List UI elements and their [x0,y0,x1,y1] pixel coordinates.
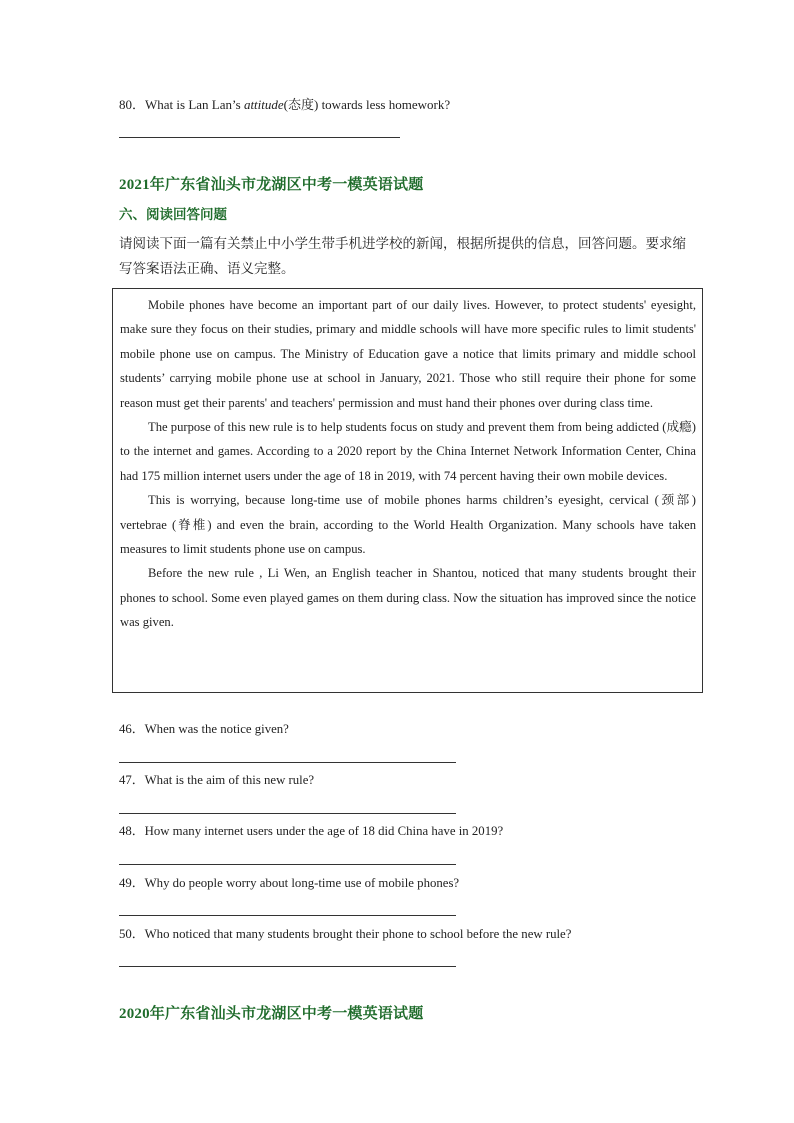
question-text: What is Lan Lan’s [145,97,244,112]
question-49: 49．Why do people worry about long-time use of mobile phones? [119,876,460,890]
section-title-2020: 2020年广东省汕头市龙湖区中考一模英语试题 [119,1006,424,1022]
part-heading: 六、阅读回答问题 [119,207,227,222]
passage-paragraph-2: The purpose of this new rule is to help students focus on study and prevent them from being addicted (成瘾) to the internet and games. According to a 2020 report by the China Internet Network Information Center, China had 175 million internet users under the age of 18 in 2019, with 74 percent having their own mobile devices. [120,420,696,483]
question-47: 47．What is the aim of this new rule? [119,773,315,787]
question-italic-word: attitude [243,97,284,112]
answer-line-47[interactable] [119,813,456,814]
instructions: 请阅读下面一篇有关禁止中小学生带手机进学校的新闻，根据所提供的信息，回答问题。要求缩写答案语法正确、语义完整。 [119,236,686,277]
passage-paragraph-3: This is worrying, because long-time use of mobile phones harms children’s eyesight, cervical (颈部) vertebrae (脊椎) and even the brain, according to the World Health Organization. Many schools have taken measures to limit students phone use on campus. [120,493,696,557]
question-80 [119,96,450,114]
question-50: 50．Who noticed that many students brought their phone to school before the new rule? [119,927,572,941]
question-number: 80． [119,97,146,112]
answer-line-46[interactable] [119,762,456,763]
question-46: 46．When was the notice given? [119,722,289,736]
reading-passage [112,288,703,693]
passage-paragraph-1: Mobile phones have become an important part of our daily lives. However, to protect students' eyesight, make sure they focus on their studies, primary and middle schools will have more specific rules to limit students' mobile phone use on campus. The Ministry of Education gave a notice that limits primary and middle school students’ carrying mobile phone use at school in January, 2021. Those who still require their phone for some reason must get their parents' and teachers' permission and must hand their phones over during class time. [120,298,696,410]
passage-paragraph-4: Before the new rule , Li Wen, an English teacher in Shantou, noticed that many students brought their phones to school. Some even played games on them during class. Now the situation has improved since the notice was given. [120,566,696,630]
answer-line-49[interactable] [119,915,456,916]
question-text-end: (态度) towards less homework? [283,97,451,112]
question-48: 48．How many internet users under the age of 18 did China have in 2019? [119,824,504,838]
answer-line-48[interactable] [119,864,456,865]
answer-line-50[interactable] [119,966,456,967]
answer-line-80[interactable] [119,137,400,138]
section-title-2021: 2021年广东省汕头市龙湖区中考一模英语试题 [119,177,424,193]
